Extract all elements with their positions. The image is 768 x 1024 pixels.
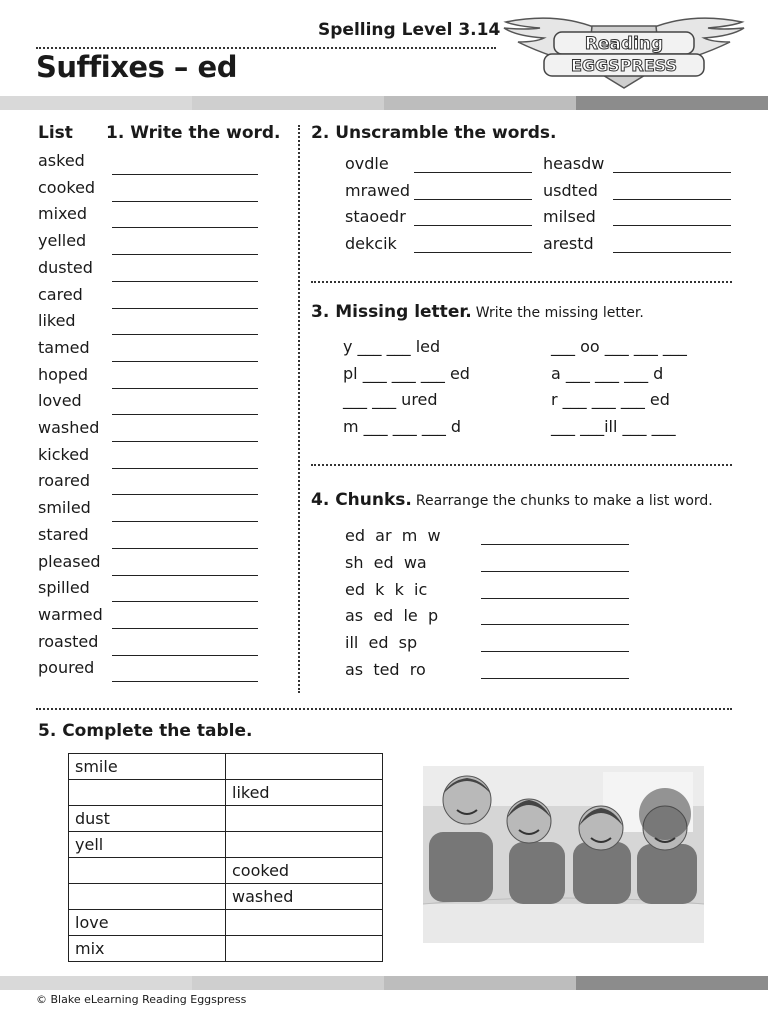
answer-line[interactable] xyxy=(414,199,532,200)
table-cell-blank[interactable] xyxy=(226,832,383,858)
write-line[interactable] xyxy=(112,681,258,682)
write-line[interactable] xyxy=(112,655,258,656)
write-line[interactable] xyxy=(112,308,258,309)
table-cell-blank[interactable] xyxy=(226,910,383,936)
page-title: Suffixes – ed xyxy=(36,50,237,84)
write-line[interactable] xyxy=(112,414,258,415)
list-word: roared xyxy=(38,471,91,491)
scrambled-word: mrawed xyxy=(345,180,411,200)
task-4-title: 4. Chunks. xyxy=(311,490,412,510)
answer-line[interactable] xyxy=(613,199,731,200)
list-word: washed xyxy=(38,418,100,437)
list-word: spilled xyxy=(38,578,90,598)
answer-line[interactable] xyxy=(481,678,629,679)
worksheet-level: Spelling Level 3.14 xyxy=(318,20,501,40)
scrambled-word: staoedr xyxy=(345,207,406,227)
list-word: loved xyxy=(38,391,82,411)
table-cell-given: dust xyxy=(69,806,226,832)
table-cell-given: cooked xyxy=(226,858,383,884)
missing-letter-word[interactable]: ___ oo ___ ___ ___ xyxy=(551,337,687,356)
write-line[interactable] xyxy=(112,521,258,522)
list-label: List xyxy=(38,123,73,143)
header-divider xyxy=(36,47,496,49)
write-line[interactable] xyxy=(112,575,258,576)
table-cell-blank[interactable] xyxy=(69,858,226,884)
task-2-heading: 2. Unscramble the words. xyxy=(311,123,557,143)
section-divider xyxy=(311,464,732,466)
task-1-heading: 1. Write the word. xyxy=(106,123,281,143)
list-word: cared xyxy=(38,284,83,304)
section-divider xyxy=(36,708,732,710)
footer-copyright: © Blake eLearning Reading Eggspress xyxy=(36,993,247,1006)
list-word: asked xyxy=(38,151,85,170)
missing-letter-word[interactable]: ___ ___ ured xyxy=(343,390,438,409)
write-line[interactable] xyxy=(112,601,258,602)
table-row xyxy=(69,884,383,910)
list-word: mixed xyxy=(38,204,88,224)
table-row xyxy=(69,910,383,936)
answer-line[interactable] xyxy=(481,651,629,652)
task-5-heading: 5. Complete the table. xyxy=(38,721,253,741)
table-cell-blank[interactable] xyxy=(226,806,383,832)
table-row xyxy=(69,806,383,832)
list-word: smiled xyxy=(38,498,91,518)
answer-line[interactable] xyxy=(613,172,731,173)
write-line[interactable] xyxy=(112,361,258,362)
answer-line[interactable] xyxy=(481,598,629,599)
list-word: stared xyxy=(38,524,89,544)
list-word: cooked xyxy=(38,177,96,197)
chunk-set: sh ed wa xyxy=(345,552,427,572)
task-3-title: 3. Missing letter. xyxy=(311,302,472,322)
list-word: pleased xyxy=(38,551,101,571)
missing-letter-word[interactable]: m ___ ___ ___ d xyxy=(343,416,462,436)
chunk-set: as ted ro xyxy=(345,660,426,679)
missing-letter-word[interactable]: r ___ ___ ___ ed xyxy=(551,390,670,409)
table-cell-blank[interactable] xyxy=(69,780,226,806)
table-cell-given: yell xyxy=(69,832,226,858)
chunk-set: ill ed sp xyxy=(345,633,418,653)
write-line[interactable] xyxy=(112,468,258,469)
write-line[interactable] xyxy=(112,441,258,442)
write-line[interactable] xyxy=(112,254,258,255)
missing-letter-word[interactable]: a ___ ___ ___ d xyxy=(551,363,664,383)
missing-letter-word[interactable]: ___ ___ill ___ ___ xyxy=(551,416,676,436)
table-cell-given: mix xyxy=(69,936,226,962)
table-cell-given: love xyxy=(69,910,226,936)
scrambled-word: dekcik xyxy=(345,234,397,254)
missing-letter-word[interactable]: pl ___ ___ ___ ed xyxy=(343,363,470,383)
table-cell-blank[interactable] xyxy=(226,936,383,962)
section-divider xyxy=(311,281,732,283)
missing-letter-word[interactable]: y ___ ___ led xyxy=(343,337,441,356)
task-4-instruction: Rearrange the chunks to make a list word. xyxy=(415,493,713,509)
answer-line[interactable] xyxy=(481,571,629,572)
scrambled-word: usdted xyxy=(543,180,598,200)
task-3-heading xyxy=(311,302,644,322)
bottom-color-band xyxy=(0,976,768,990)
task-3-instruction: Write the missing letter. xyxy=(475,305,644,321)
list-word: tamed xyxy=(38,337,90,357)
table-cell-given: smile xyxy=(69,754,226,780)
list-word: warmed xyxy=(38,604,103,624)
chunk-set: ed k k ic xyxy=(345,579,428,599)
task-4-heading xyxy=(311,490,713,510)
list-word: roasted xyxy=(38,631,99,651)
write-line[interactable] xyxy=(112,628,258,629)
scrambled-word: heasdw xyxy=(543,154,605,173)
answer-line[interactable] xyxy=(414,225,532,226)
write-line[interactable] xyxy=(112,494,258,495)
write-line[interactable] xyxy=(112,388,258,389)
table-row xyxy=(69,754,383,780)
chunk-set: as ed le p xyxy=(345,606,439,626)
write-line[interactable] xyxy=(112,227,258,228)
complete-table xyxy=(68,753,383,962)
top-color-band xyxy=(0,96,768,110)
answer-line[interactable] xyxy=(414,172,532,173)
children-photo xyxy=(423,766,704,943)
answer-line[interactable] xyxy=(481,624,629,625)
answer-line[interactable] xyxy=(414,252,532,253)
table-cell-given: liked xyxy=(226,780,383,806)
list-word: poured xyxy=(38,658,95,678)
logo-word-eggspress: EGGSPRESS xyxy=(570,56,678,75)
write-line[interactable] xyxy=(112,334,258,335)
table-row xyxy=(69,858,383,884)
scrambled-word: ovdle xyxy=(345,154,389,173)
scrambled-word: milsed xyxy=(543,207,596,227)
table-row xyxy=(69,780,383,806)
list-word: liked xyxy=(38,311,76,331)
answer-line[interactable] xyxy=(481,544,629,545)
reading-eggspress-logo xyxy=(496,8,752,90)
column-divider xyxy=(298,125,300,693)
table-cell-given: washed xyxy=(226,884,383,910)
write-line[interactable] xyxy=(112,174,258,175)
answer-line[interactable] xyxy=(613,252,731,253)
scrambled-word: arestd xyxy=(543,234,594,254)
list-word: kicked xyxy=(38,444,90,464)
table-cell-blank[interactable] xyxy=(69,884,226,910)
write-line[interactable] xyxy=(112,281,258,282)
list-word: yelled xyxy=(38,231,87,251)
write-line[interactable] xyxy=(112,548,258,549)
write-line[interactable] xyxy=(112,201,258,202)
table-row xyxy=(69,936,383,962)
answer-line[interactable] xyxy=(613,225,731,226)
chunk-set: ed ar m w xyxy=(345,526,441,545)
table-cell-blank[interactable] xyxy=(226,754,383,780)
list-word: dusted xyxy=(38,257,93,277)
logo-word-reading: Reading xyxy=(584,34,664,54)
table-row xyxy=(69,832,383,858)
list-word: hoped xyxy=(38,364,89,384)
